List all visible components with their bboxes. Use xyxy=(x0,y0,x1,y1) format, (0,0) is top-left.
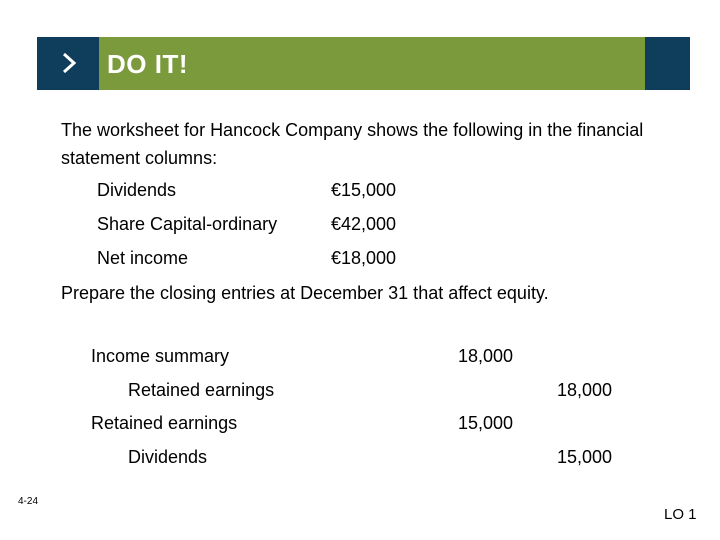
journal-debit: 18,000 xyxy=(458,346,514,366)
banner-right-block xyxy=(645,37,690,90)
journal-debit: 15,000 xyxy=(458,413,514,433)
slide-title: DO IT! xyxy=(107,49,188,79)
financial-item-label: Share Capital-ordinary xyxy=(97,214,278,234)
learning-objective: LO 1 xyxy=(664,506,697,523)
financial-item-label: Dividends xyxy=(97,180,177,200)
journal-account: Dividends xyxy=(128,447,208,467)
journal-account: Retained earnings xyxy=(128,380,275,400)
journal-account: Income summary xyxy=(91,346,230,366)
journal-credit: 18,000 xyxy=(557,380,613,400)
financial-item-value: €18,000 xyxy=(331,248,397,268)
financial-item-label: Net income xyxy=(97,248,189,268)
financial-item-value: €15,000 xyxy=(331,180,397,200)
prompt-text: Prepare the closing entries at December 31 that affect equity. xyxy=(61,283,549,303)
journal-credit: 15,000 xyxy=(557,447,613,467)
financial-item-value: €42,000 xyxy=(331,214,397,234)
chevron-right-icon xyxy=(54,44,84,84)
intro-text: The worksheet for Hancock Company shows the following in the financial statement columns: xyxy=(61,120,644,168)
page-number: 4-24 xyxy=(18,496,39,507)
journal-account: Retained earnings xyxy=(91,413,238,433)
